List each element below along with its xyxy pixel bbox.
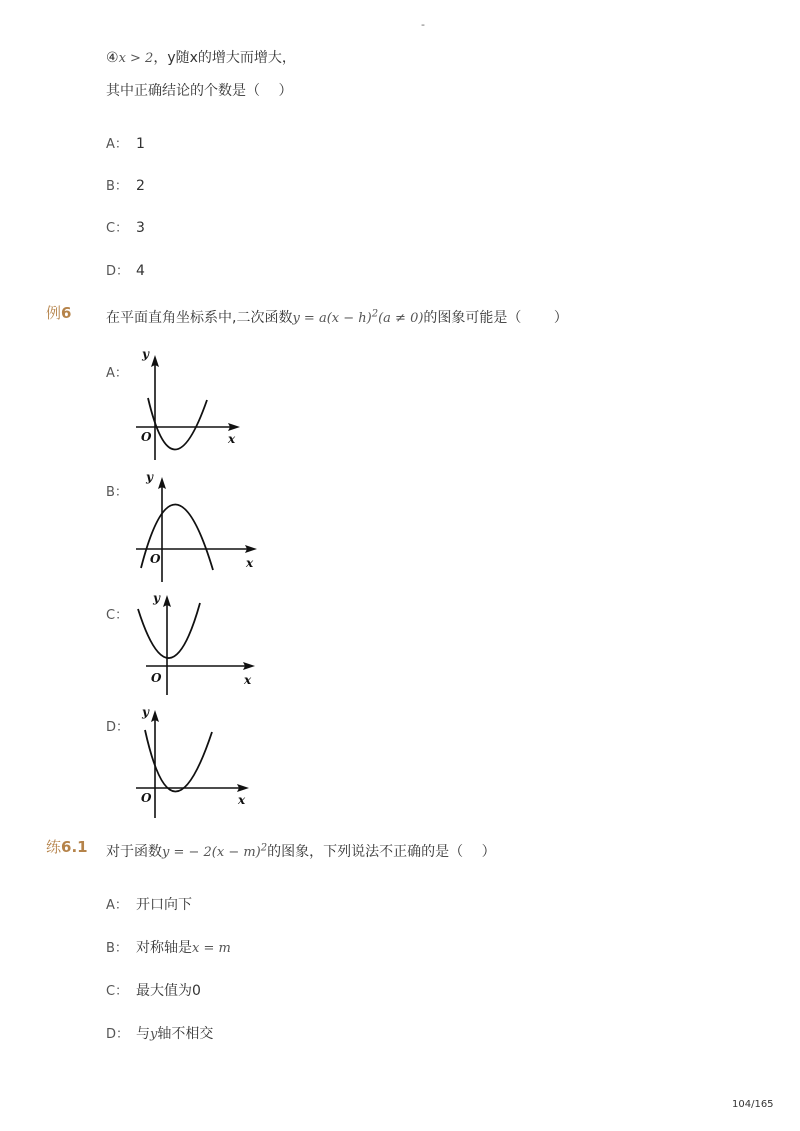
- header-mark: -: [421, 18, 425, 31]
- origin-label: O: [151, 671, 162, 685]
- option-letter: A：: [106, 898, 128, 913]
- option-text: 最大值为0: [136, 983, 201, 999]
- origin-label: O: [150, 552, 161, 566]
- option-letter: B：: [106, 179, 128, 194]
- x-label: x: [244, 673, 252, 687]
- page-number: 104/165: [732, 1099, 774, 1110]
- stem-math: y = − 2(x − m): [162, 845, 261, 860]
- option-letter: C：: [106, 984, 129, 999]
- figure-d-letter[interactable]: D：: [106, 720, 130, 735]
- option-text: 与: [136, 1026, 150, 1042]
- option-text: 3: [136, 220, 145, 236]
- origin-label: O: [141, 430, 152, 444]
- option-text: 2: [136, 178, 145, 194]
- origin-label: O: [141, 791, 152, 805]
- statement-4-math: x > 2: [118, 51, 154, 66]
- stem-math-condition: (a ≠ 0): [378, 311, 424, 326]
- option-letter: B：: [106, 941, 128, 956]
- option-letter: A：: [106, 137, 128, 152]
- stem-text-before: 对于函数: [106, 844, 162, 860]
- circle-number: ④: [106, 50, 119, 66]
- practice-option-c[interactable]: [106, 980, 201, 1000]
- option-text: 对称轴是: [136, 940, 192, 956]
- option-text: 4: [136, 263, 145, 279]
- practice-option-d[interactable]: [106, 1023, 213, 1043]
- option-text: 1: [136, 136, 145, 152]
- option-text: 开口向下: [136, 897, 192, 913]
- question-prompt: 其中正确结论的个数是（ ）: [106, 83, 293, 99]
- option-math: x = m: [192, 941, 231, 956]
- y-label: y: [153, 591, 160, 605]
- option-letter: D：: [106, 1027, 130, 1042]
- option-letter: C：: [106, 221, 129, 236]
- option-letter: D：: [106, 264, 130, 279]
- stem-text-after: 的图象可能是（ ）: [423, 310, 568, 326]
- statement-4-text: ，y随x的增大而增大，: [153, 50, 296, 66]
- practice-tag-number: 6.1: [61, 838, 88, 856]
- y-label: y: [142, 347, 149, 361]
- figure-a-letter[interactable]: A：: [106, 366, 128, 381]
- example-tag-number: 6: [61, 304, 72, 322]
- practice-tag-prefix: 练: [46, 838, 62, 856]
- x-label: x: [246, 556, 254, 570]
- practice-option-a[interactable]: [106, 894, 192, 914]
- option-text-2: 轴不相交: [157, 1026, 214, 1042]
- figure-c-letter[interactable]: C：: [106, 608, 129, 623]
- y-label: y: [142, 705, 149, 719]
- stem-text-after: 的图象，下列说法不正确的是（ ）: [267, 844, 496, 860]
- stem-exponent: 2: [260, 842, 268, 854]
- x-label: x: [238, 793, 246, 807]
- option-math: y: [150, 1027, 158, 1042]
- stem-exponent: 2: [371, 308, 379, 320]
- x-label: x: [228, 432, 236, 446]
- stem-text-before: 在平面直角坐标系中,二次函数: [106, 310, 293, 326]
- figure-b-letter[interactable]: B：: [106, 485, 128, 500]
- practice-option-b[interactable]: [106, 937, 231, 957]
- y-label: y: [146, 470, 153, 484]
- practice-stem: [106, 841, 496, 861]
- example-tag-prefix: 例: [46, 304, 62, 322]
- stem-math: y = a(x − h): [292, 311, 372, 326]
- practice-tag: [46, 836, 88, 857]
